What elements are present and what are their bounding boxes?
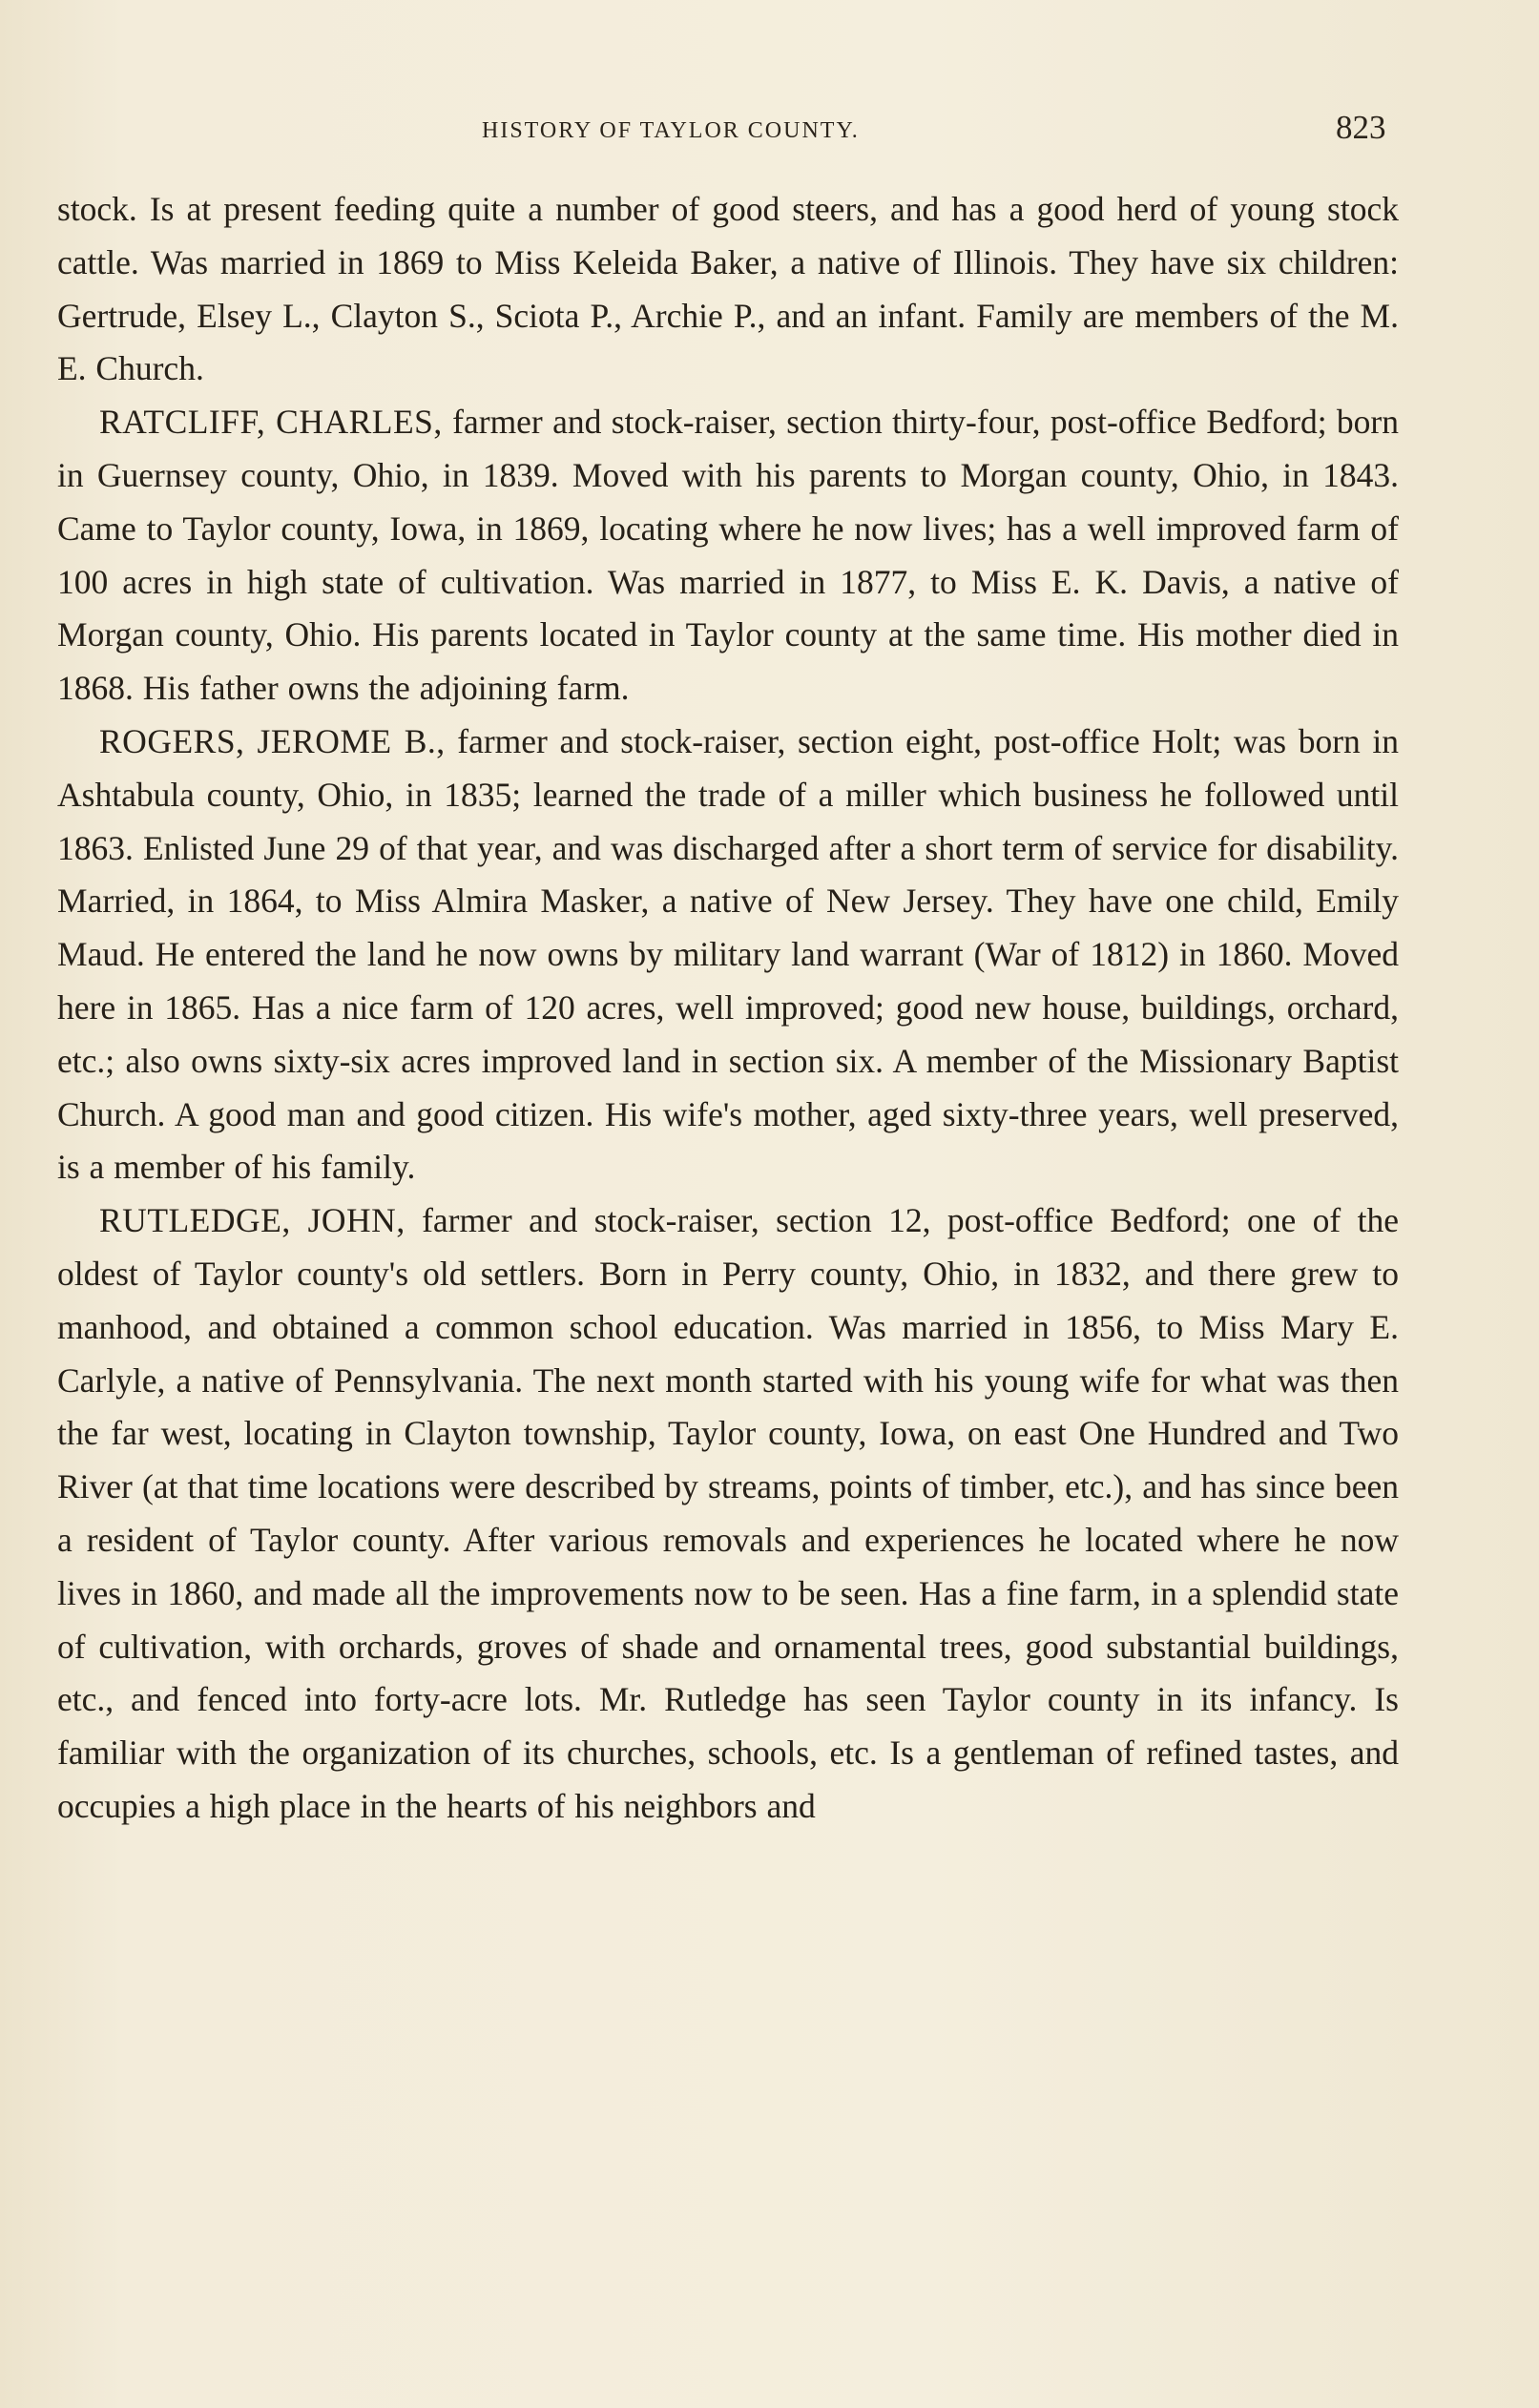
running-title: HISTORY OF TAYLOR COUNTY. (482, 118, 860, 143)
paragraph-ratcliff (57, 396, 1399, 716)
entry-name: RUTLEDGE, JOHN, (99, 1201, 406, 1240)
paragraph-continuation (57, 183, 1399, 396)
running-head (57, 109, 1393, 151)
paragraph-text: farmer and stock-raiser, section thirty-four, post-office Bedford; born in Guernsey county, Ohio, in 1839. Moved with his parents to Morgan county, Ohio, in 1843. Came to Taylor county, Iowa, in 1869, locating where he now lives; has a well improved farm of 100 acres in high state of cultivation. Was married in 1877, to Miss E. K. Davis, a native of Morgan county, Ohio. His parents located in Taylor county at the same time. His mother died in 1868. His father owns the adjoining farm. (57, 403, 1400, 708)
paragraph-rogers (57, 716, 1399, 1194)
paragraph-text: farmer and stock-raiser, section 12, post-office Bedford; one of the oldest of Taylor county's old settlers. Born in Perry county, Ohio, in 1832, and there grew to manhood, and obtained a common school education. Was married in 1856, to Miss Mary E. Carlyle, a native of Pennsylvania. The next month started with his young wife for what was then the far west, locating in Clayton township, Taylor county, Iowa, on east One Hundred and Two River (at that time locations were described by streams, points of timber, etc.), and has since been a resident of Taylor county. After various removals and experiences he located where he now lives in 1860, and made all the improvements now to be seen. Has a fine farm, in a splendid state of cultivation, with orchards, groves of shade and ornamental trees, good substantial buildings, etc., and fenced into forty-acre lots. Mr. Rutledge has seen Taylor county in its infancy. Is familiar with the organization of its churches, schools, etc. Is a gentleman of refined tastes, and occupies a high place in the hearts of his neighbors and (57, 1201, 1399, 1825)
text-block (57, 183, 1399, 1834)
paragraph-rutledge (57, 1194, 1399, 1834)
entry-name: ROGERS, JEROME B., (99, 721, 446, 760)
paragraph-text: farmer and stock-raiser, section eight, post-office Holt; was born in Ashtabula county, Ohio, in 1835; learned the trade of a miller which business he followed until 1863. Enlisted June 29 of that year, and was discharged after a short term of service for disability. Married, in 1864, to Miss Almira Masker, a native of New Jersey. They have one child, Emily Maud. He entered the land he now owns by military land warrant (War of 1812) in 1860. Moved here in 1865. Has a nice farm of 120 acres, well improved; good new house, buildings, orchard, etc.; also owns sixty-six acres improved land in section six. A member of the Missionary Baptist Church. A good man and good citizen. His wife's mother, aged sixty-three years, well preserved, is a member of his family. (57, 721, 1399, 1187)
entry-name: RATCLIFF, CHARLES, (99, 403, 443, 442)
paragraph-text: stock. Is at present feeding quite a number of good steers, and has a good herd of young stock cattle. Was married in 1869 to Miss Keleida Baker, a native of Illinois. They have six children: Gertrude, Elsey L., Clayton S., Sciota P., Archie P., and an infant. Family are members of the M. E. Church. (57, 190, 1399, 388)
page-number: 823 (1336, 109, 1386, 146)
